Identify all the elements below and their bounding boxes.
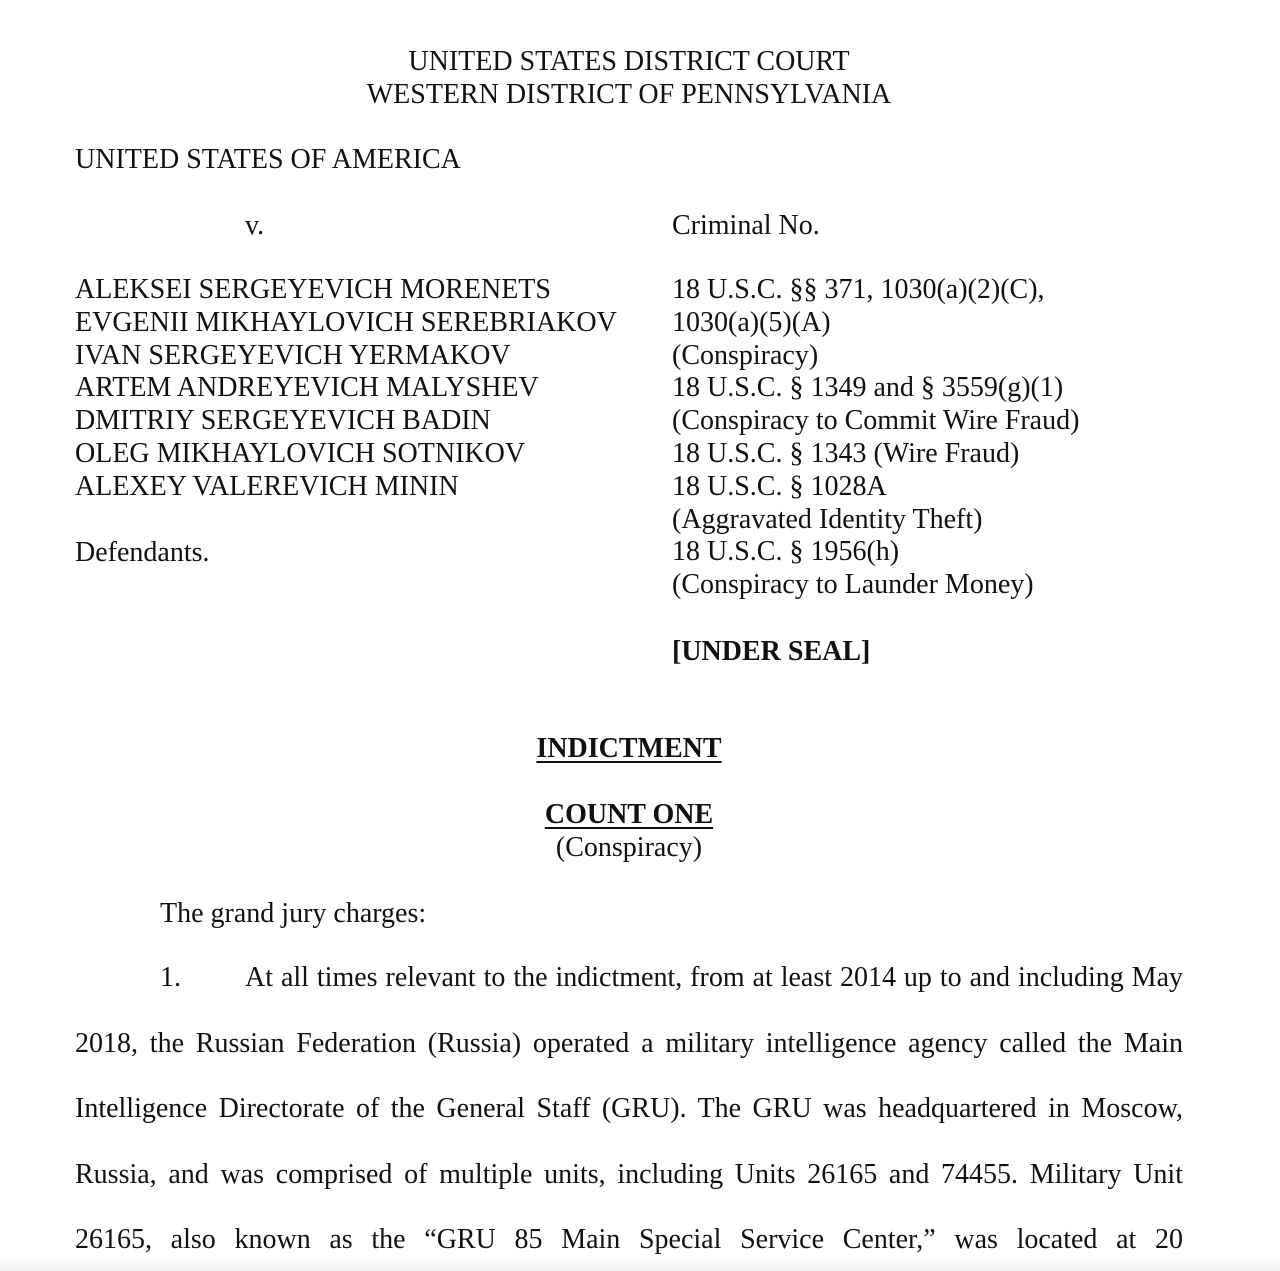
charge-line: 1030(a)(5)(A) [672,306,831,338]
versus: v. [245,210,265,241]
defendant-name: OLEG MIKHAYLOVICH SOTNIKOV [75,437,526,469]
intro-text: The grand jury charges: [160,898,427,929]
document-title: INDICTMENT [536,733,722,764]
charge-line: 18 U.S.C. § 1956(h) [672,536,900,568]
charge-line: (Conspiracy) [672,339,819,371]
paragraph-line: At all times relevant to the indictment, from at least 2014 up to and including May [245,962,1183,993]
defendant-name: EVGENII MIKHAYLOVICH SEREBRIAKOV [75,306,617,338]
paragraph-line: 26165, also known as the “GRU 85 Main Special Service Center,” was located at 20 [75,1224,1183,1255]
defendant-name: ALEKSEI SERGEYEVICH MORENETS [75,274,551,305]
charge-line: 18 U.S.C. § 1349 and § 3559(g)(1) [672,372,1064,404]
count-heading: COUNT ONE [544,799,714,830]
charge-line: (Conspiracy to Commit Wire Fraud) [672,405,1080,437]
defendant-name: DMITRIY SERGEYEVICH BADIN [75,405,491,437]
paragraph-line: 2018, the Russian Federation (Russia) operated a military intelligence agency called the Main [75,1028,1183,1059]
defendant-name: IVAN SERGEYEVICH YERMAKOV [75,339,511,371]
count-subheading: (Conspiracy) [555,832,703,863]
district-name: WESTERN DISTRICT OF PENNSYLVANIA [366,79,892,110]
charges-list [672,274,1079,602]
charge-line: (Aggravated Identity Theft) [672,503,983,535]
page-edge-shadow [0,1257,1280,1271]
defendants-label: Defendants. [75,537,210,568]
paragraph-line: Russia, and was comprised of multiple units, including Units 26165 and 74455. Military Unit [75,1159,1183,1190]
court-name: UNITED STATES DISTRICT COURT [408,46,850,77]
plaintiff: UNITED STATES OF AMERICA [75,144,461,175]
charge-line: (Conspiracy to Launder Money) [672,569,1034,601]
charge-line: 18 U.S.C. § 1028A [672,470,887,502]
under-seal-notice: [UNDER SEAL] [672,636,871,667]
paragraph-line: Intelligence Directorate of the General Staff (GRU). The GRU was headquartered in Moscow, [75,1093,1183,1124]
defendant-name: ARTEM ANDREYEVICH MALYSHEV [75,372,539,404]
defendants-list [75,274,617,504]
criminal-number: Criminal No. [672,210,820,241]
charge-line: 18 U.S.C. § 1343 (Wire Fraud) [672,437,1020,469]
defendant-name: ALEXEY VALEREVICH MININ [75,470,459,502]
paragraph-number: 1. [160,962,181,993]
charge-line: 18 U.S.C. §§ 371, 1030(a)(2)(C), [672,274,1045,305]
